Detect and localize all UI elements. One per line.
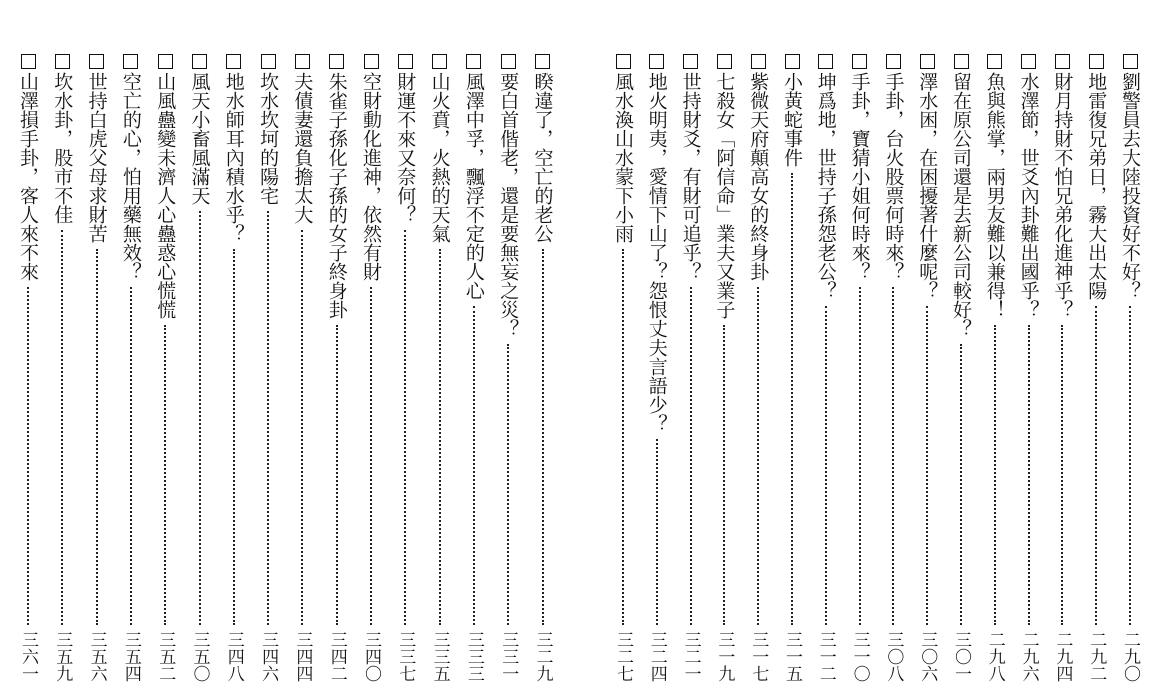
entry-heading — [255, 54, 281, 205]
toc-entry[interactable] — [255, 54, 281, 682]
dot-leader — [233, 249, 235, 625]
entry-title: 澤水困，在困擾著什麼呢？ — [916, 72, 939, 300]
entry-page-number: 三四四 — [292, 631, 313, 682]
checkbox-square-icon — [1089, 54, 1104, 69]
toc-entry[interactable] — [745, 54, 771, 682]
checkbox-square-icon — [954, 54, 969, 69]
checkbox-square-icon — [21, 54, 36, 69]
entry-title: 朱雀子孫化子孫的女子終身卦 — [325, 72, 348, 319]
checkbox-square-icon — [501, 54, 516, 69]
entry-heading — [84, 54, 110, 243]
toc-entry[interactable] — [1016, 54, 1042, 682]
toc-entry[interactable] — [49, 54, 75, 682]
dot-leader — [96, 249, 98, 625]
entry-title: 空亡的心，怕用藥無效？ — [119, 72, 142, 281]
checkbox-square-icon — [616, 54, 631, 69]
toc-entry[interactable] — [813, 54, 839, 682]
toc-entry[interactable] — [914, 54, 940, 682]
dot-leader — [791, 173, 793, 625]
checkbox-square-icon — [158, 54, 173, 69]
toc-entry[interactable] — [1083, 54, 1109, 682]
entry-heading — [427, 54, 453, 243]
entry-title: 地雷復兄弟日，霧大出太陽 — [1085, 72, 1108, 300]
entry-page-number: 三四〇 — [361, 631, 381, 682]
checkbox-square-icon — [886, 54, 901, 69]
entry-page-number: 三五六 — [86, 631, 107, 682]
toc-entry[interactable] — [152, 54, 178, 682]
dot-leader — [825, 306, 827, 625]
toc-entry[interactable] — [779, 54, 805, 682]
entry-heading — [745, 54, 771, 281]
dot-leader — [336, 325, 338, 625]
entry-title: 山澤損手卦，客人來不來 — [17, 72, 39, 281]
toc-entry[interactable] — [15, 54, 41, 682]
entry-page-number: 二九〇 — [1120, 631, 1140, 682]
toc-entry[interactable] — [678, 54, 704, 682]
dot-leader — [439, 249, 441, 625]
entry-page-number: 三四八 — [223, 631, 244, 682]
entry-heading — [779, 54, 805, 167]
entry-heading — [187, 54, 213, 205]
dot-leader — [1095, 306, 1097, 625]
entry-page-number: 二九六 — [1018, 631, 1039, 682]
checkbox-square-icon — [364, 54, 379, 69]
dot-leader — [267, 211, 269, 625]
entry-title: 留在原公司還是去新公司較好？ — [950, 72, 972, 338]
toc-entry[interactable] — [427, 54, 453, 682]
entry-heading — [221, 54, 247, 243]
checkbox-square-icon — [987, 54, 1002, 69]
toc-entry[interactable] — [358, 54, 384, 682]
checkbox-square-icon — [398, 54, 413, 69]
entry-heading — [1117, 54, 1143, 300]
entry-page-number: 三五九 — [52, 631, 73, 682]
entry-heading — [1083, 54, 1109, 300]
toc-entry[interactable] — [289, 54, 315, 682]
entry-heading — [1016, 54, 1042, 319]
entry-page-number: 三一〇 — [849, 631, 870, 682]
dot-leader — [542, 249, 544, 625]
toc-entry[interactable] — [880, 54, 906, 682]
entry-page-number: 三四二 — [326, 631, 347, 682]
entry-heading — [15, 54, 41, 281]
entry-heading — [948, 54, 974, 338]
entry-page-number: 三〇一 — [951, 631, 971, 682]
checkbox-square-icon — [818, 54, 833, 69]
toc-entry[interactable] — [392, 54, 418, 682]
entry-heading — [982, 54, 1008, 319]
entry-page-number: 三六一 — [18, 631, 38, 682]
entry-heading — [813, 54, 839, 300]
entry-heading — [118, 54, 144, 281]
entry-page-number: 三一五 — [782, 631, 802, 682]
entry-title: 水澤節，世爻內卦難出國乎？ — [1017, 72, 1040, 319]
entry-page-number: 三〇六 — [917, 631, 938, 682]
entry-page-number: 三〇八 — [883, 631, 904, 682]
dot-leader — [404, 230, 406, 625]
toc-entry[interactable] — [118, 54, 144, 682]
entry-title: 要白首偕老，還是要無妄之災？ — [497, 72, 520, 338]
entry-heading — [152, 54, 178, 319]
dot-leader — [723, 325, 725, 625]
checkbox-square-icon — [226, 54, 241, 69]
dot-leader — [690, 287, 692, 625]
entry-heading — [289, 54, 315, 224]
entry-heading — [847, 54, 873, 281]
entry-page-number: 三五四 — [120, 631, 141, 682]
entry-page-number: 三三一 — [498, 631, 519, 682]
entry-page-number: 二九四 — [1052, 631, 1073, 682]
checkbox-square-icon — [89, 54, 104, 69]
checkbox-square-icon — [466, 54, 481, 69]
entry-heading — [530, 54, 556, 243]
toc-entry[interactable] — [84, 54, 110, 682]
entry-title: 夫債妻還負擔太大 — [291, 72, 314, 224]
entry-title: 劉警員去大陸投資好不好？ — [1119, 72, 1141, 300]
entry-title: 財運不來又奈何？ — [394, 72, 417, 224]
entry-title: 世持白虎父母求財苦 — [85, 72, 108, 243]
entry-heading — [644, 54, 670, 433]
entry-heading — [880, 54, 906, 281]
dot-leader — [994, 325, 996, 625]
checkbox-square-icon — [785, 54, 800, 69]
checkbox-square-icon — [261, 54, 276, 69]
dot-leader — [1028, 325, 1030, 625]
checkbox-square-icon — [123, 54, 138, 69]
checkbox-square-icon — [717, 54, 732, 69]
checkbox-square-icon — [751, 54, 766, 69]
toc-entry[interactable] — [495, 54, 521, 682]
entry-page-number: 二九二 — [1086, 631, 1107, 682]
dot-leader — [199, 211, 201, 625]
toc-entry[interactable] — [1049, 54, 1075, 682]
dot-leader — [507, 344, 509, 625]
dot-leader — [473, 306, 475, 625]
entry-page-number: 三三三 — [463, 631, 484, 682]
entry-heading — [711, 54, 737, 319]
entry-page-number: 三三七 — [395, 631, 416, 682]
entry-heading — [461, 54, 487, 300]
entry-title: 七殺女「阿信命」業夫又業子 — [713, 72, 736, 319]
checkbox-square-icon — [192, 54, 207, 69]
dot-leader — [892, 287, 894, 625]
dot-leader — [859, 287, 861, 625]
checkbox-square-icon — [55, 54, 70, 69]
entry-page-number: 三二四 — [646, 631, 667, 682]
dot-leader — [130, 287, 132, 625]
checkbox-square-icon — [329, 54, 344, 69]
toc-entry[interactable] — [847, 54, 873, 682]
dot-leader — [27, 287, 29, 625]
entry-title: 手卦，寶猜小姐何時來？ — [848, 72, 871, 281]
dot-leader — [1061, 325, 1063, 625]
entry-title: 空財動化進神，依然有財 — [360, 72, 382, 281]
checkbox-square-icon — [1123, 54, 1138, 69]
entry-title: 財月持財不怕兄弟化進神乎？ — [1051, 72, 1074, 319]
entry-page-number: 三五〇 — [189, 631, 210, 682]
entry-title: 地水師耳內積水乎？ — [222, 72, 245, 243]
entry-title: 睽違了，空亡的老公 — [531, 72, 554, 243]
entry-title: 地火明夷，愛情下山了？怨恨丈夫言語少？ — [645, 72, 668, 433]
entry-title: 世持財爻，有財可追乎？ — [679, 72, 702, 281]
dot-leader — [164, 325, 166, 625]
entry-page-number: 二九八 — [984, 631, 1005, 682]
entry-title: 山風蠱變未濟人心蠱惑心慌慌 — [154, 72, 177, 319]
entry-title: 紫微天府顛高女的終身卦 — [747, 72, 770, 281]
toc-entry[interactable] — [644, 54, 670, 682]
dot-leader — [622, 249, 624, 625]
entry-title: 坤爲地，世持子孫怨老公？ — [814, 72, 837, 300]
entry-heading — [678, 54, 704, 281]
entry-page-number: 三一七 — [748, 631, 769, 682]
checkbox-square-icon — [852, 54, 867, 69]
dot-leader — [960, 344, 962, 625]
dot-leader — [301, 230, 303, 625]
checkbox-square-icon — [295, 54, 310, 69]
entry-title: 風天小畜風滿天 — [188, 72, 211, 205]
entry-title: 風水渙山水蒙下小雨 — [612, 72, 634, 243]
entry-title: 手卦，台火股票何時來？ — [882, 72, 905, 281]
entry-page-number: 三二七 — [613, 631, 633, 682]
entry-title: 坎水坎坷的陽宅 — [257, 72, 280, 205]
toc-entry[interactable] — [530, 54, 556, 682]
toc-entry[interactable] — [1117, 54, 1143, 682]
entry-heading — [1049, 54, 1075, 319]
entry-page-number: 三五二 — [155, 631, 176, 682]
checkbox-square-icon — [649, 54, 664, 69]
entry-heading — [49, 54, 75, 224]
toc-entry[interactable] — [711, 54, 737, 682]
toc-entry[interactable] — [461, 54, 487, 682]
dot-leader — [926, 306, 928, 625]
entry-title: 小黃蛇事件 — [781, 72, 803, 167]
checkbox-square-icon — [1021, 54, 1036, 69]
entry-page-number: 三四六 — [258, 631, 279, 682]
entry-heading — [324, 54, 350, 319]
entry-page-number: 三一九 — [714, 631, 735, 682]
entry-title: 風澤中孚，飄浮不定的人心 — [462, 72, 485, 300]
entry-page-number: 三二九 — [532, 631, 553, 682]
dot-leader — [1129, 306, 1131, 625]
entry-heading — [358, 54, 384, 281]
toc-entry[interactable] — [221, 54, 247, 682]
entry-page-number: 三二一 — [680, 631, 701, 682]
entry-title: 坎水卦，股市不佳 — [51, 72, 74, 224]
dot-leader — [656, 439, 658, 625]
checkbox-square-icon — [683, 54, 698, 69]
entry-title: 魚與熊掌，兩男友難以兼得！ — [983, 72, 1006, 319]
dot-leader — [61, 230, 63, 625]
dot-leader — [370, 287, 372, 625]
entry-heading — [610, 54, 636, 243]
entry-title: 山火賁，火熱的天氣 — [428, 72, 451, 243]
toc-entry[interactable] — [982, 54, 1008, 682]
toc-entry[interactable] — [610, 54, 636, 682]
dot-leader — [757, 287, 759, 625]
entry-heading — [392, 54, 418, 224]
entry-page-number: 三一二 — [815, 631, 836, 682]
checkbox-square-icon — [920, 54, 935, 69]
entry-heading — [914, 54, 940, 300]
toc-entry[interactable] — [324, 54, 350, 682]
toc-entry[interactable] — [187, 54, 213, 682]
checkbox-square-icon — [432, 54, 447, 69]
checkbox-square-icon — [1055, 54, 1070, 69]
entry-heading — [495, 54, 521, 338]
checkbox-square-icon — [535, 54, 550, 69]
entry-page-number: 三三五 — [429, 631, 450, 682]
toc-entry[interactable] — [948, 54, 974, 682]
